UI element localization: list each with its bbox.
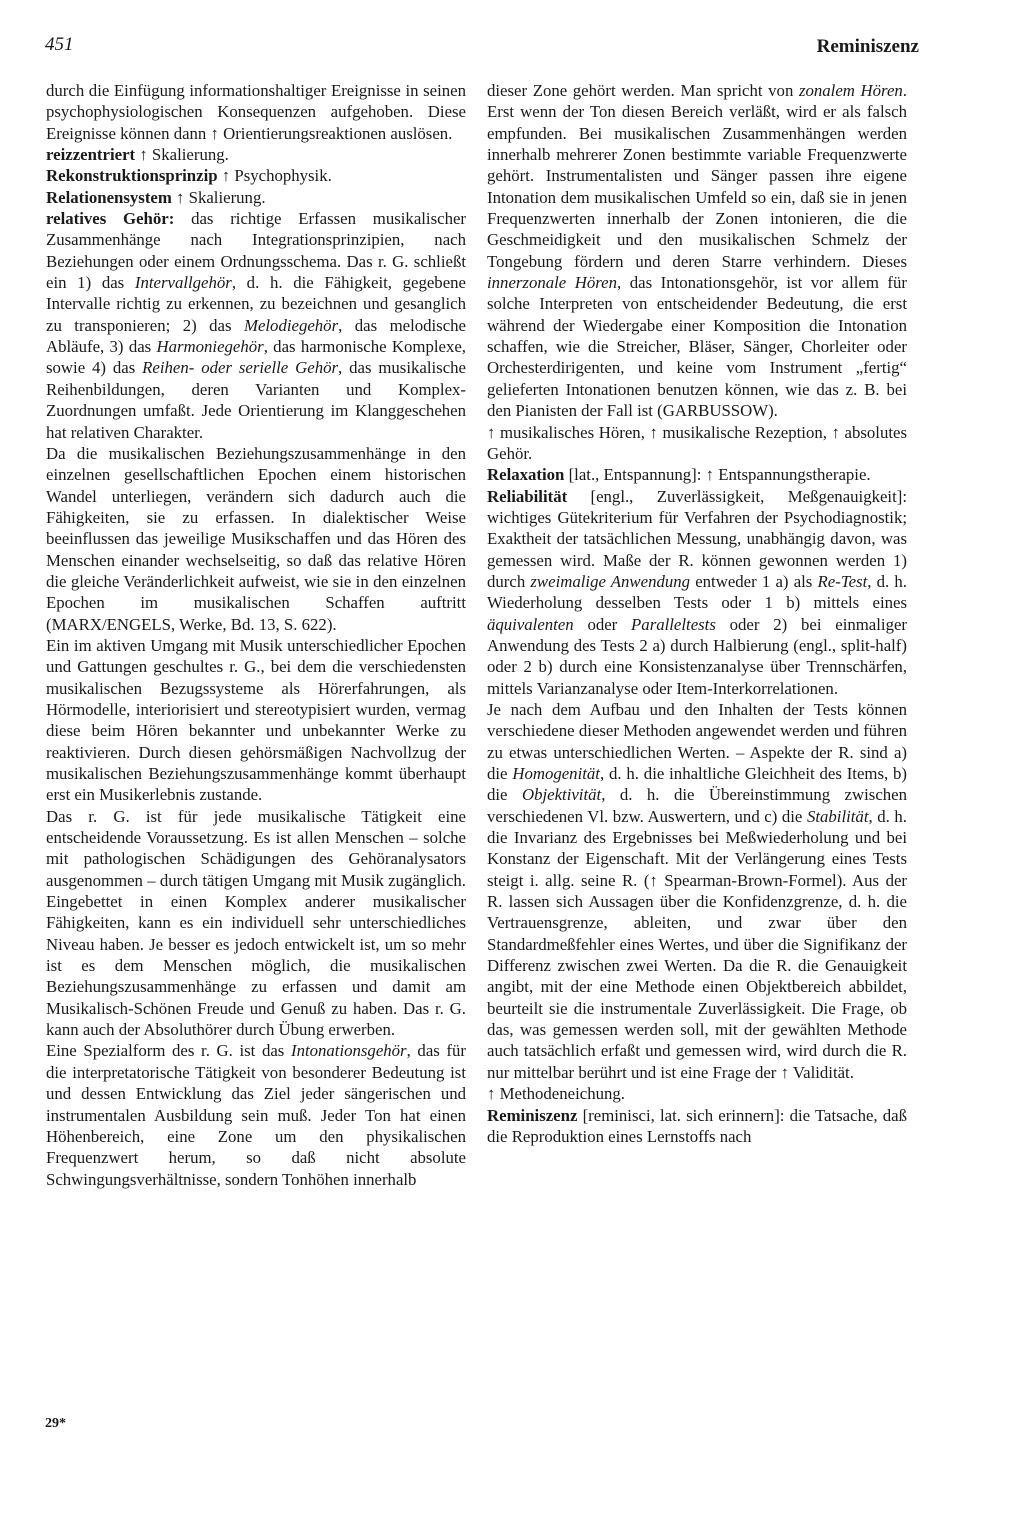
entry-text: , das melodische Abläufe, 3) das bbox=[46, 315, 466, 357]
entry-text: ↑ Skalierung. bbox=[135, 145, 229, 165]
paragraph-text: , d. h. die Invarianz des Ergebnisses bei Meßwiederholung und bei Konstanz der Eigenschaft. Mit der Verlängerung eines Tests steigt i. allg. seine R. (↑ Spearman-Brown-Formel). Aus der R. lassen sich Aussagen über die Konfidenzgrenze, d. h. die Vertrauensgrenze, ableiten, und zwar über den Standardmeßfehler eines Wertes, und über die Signifikanz der Differenz zwischen zwei Werten. Da die R. die Genauigkeit angibt, mit der eine Methode einen Objektbereich abbildet, beurteilt sie die instrumentale Zuverlässigkeit. Die Frage, ob das, was gemessen werden soll, mit der gewählten Methode auch tatsächlich erfaßt und gemessen wird, wird durch die R. nur mittelbar berührt und ist eine Frage der ↑ Validität. bbox=[487, 806, 908, 1082]
paragraph-text: . Erst wenn der Ton diesen Bereich verläßt, wird er als falsch empfunden. Bei musikalischen Zusammenhängen werden innerhalb mehrerer Zonen bestimmte variable Frequenzwerte gehört. Instrumentalisten und Sänger passen ihre eigene Intonation dem musikalischen Umfeld so ein, daß sie in jenen Frequenzwerten innerhalb der Zonen intonieren, die die Geschmeidigkeit und den musikalischen Schmelz der Tongebung fördern und deren Starre verhindern. Dieses bbox=[487, 81, 907, 271]
emphasis-term: äquivalenten bbox=[487, 614, 574, 634]
entry-relationensystem bbox=[46, 187, 466, 208]
emphasis-term: Melodiegehör bbox=[243, 315, 339, 335]
entry-text: ↑ Skalierung. bbox=[171, 187, 266, 207]
entry-lemma: relatives Gehör: bbox=[46, 209, 175, 229]
paragraph: Das r. G. ist für jede musikalische Tätigkeit eine entscheidende Voraussetzung. Es ist allen Menschen – solche mit pathologischen Schädigungen des Gehöranalysators ausgenommen – durch tätigen Umgang mit Musik zugänglich. Eingebettet in einen Komplex anderer musikalischer Fähigkeiten, kann es ein individuell sehr unterschiedliches Niveau haben. Je besser es jedoch entwickelt ist, um so mehr ist es dem Menschen möglich, die musikalischen Beziehungszusammenhänge zu erfassen und damit am Musikalisch-Schönen Freude und Genuß zu haben. Das r. G. kann auch der Absoluthörer durch Übung erwerben. bbox=[46, 806, 466, 1040]
entry-text: das richtige Erfassen musikalischer Zusammenhänge nach Integrationsprinzipien, nach Beziehungen oder einem Ordnungsschema. Das r. G. schließt ein 1) das bbox=[46, 209, 466, 293]
right-column bbox=[487, 80, 907, 1147]
emphasis-term: Reihen- oder serielle Gehör bbox=[142, 358, 339, 378]
entry-reliabilitaet bbox=[487, 486, 907, 699]
entry-lemma: Rekonstruktionsprinzip bbox=[46, 166, 218, 186]
emphasis-term: zweimalige Anwendung bbox=[530, 571, 691, 591]
paragraph-text: dieser Zone gehört werden. Man spricht von bbox=[487, 81, 799, 100]
entry-lemma: Reminiszenz bbox=[487, 1105, 578, 1125]
emphasis-term: Intervallgehör bbox=[134, 273, 232, 293]
running-head: Reminiszenz bbox=[816, 36, 919, 57]
paragraph-text: , d. h. die inhaltliche Gleichheit des Items, b) die bbox=[487, 764, 907, 805]
entry-text: entweder 1 a) als bbox=[690, 571, 818, 591]
entry-text: , d. h. Wiederholung desselben Tests oder 1 b) mittels eines bbox=[487, 571, 908, 613]
entry-reminiszenz bbox=[487, 1105, 907, 1148]
paragraph-text: , das Intonationsgehör, ist vor allem für solche Interpreten von entscheidender Bedeutung, die erst während der Wiedergabe einer Komposition die Intonation schaffen, wie die Streicher, Bläser, Sänger, Chorleiter oder Orchesterdirigenten, und keine vom Instrument „fertig“ gelieferten Intonationen benutzen können, wie das z. B. bei den Pianisten der Fall ist (GARBUSSOW). bbox=[487, 273, 907, 421]
emphasis-term: Homogenität bbox=[512, 764, 600, 783]
paragraph bbox=[487, 80, 907, 422]
emphasis-term: innerzonale Hören bbox=[487, 273, 618, 293]
entry-reizzentriert bbox=[46, 144, 466, 165]
paragraph bbox=[487, 699, 907, 1083]
emphasis-term: Harmoniegehör bbox=[156, 337, 264, 357]
paragraph: Ein im aktiven Umgang mit Musik unterschiedlicher Epochen und Gattungen geschultes r. G., bei dem die verschiedensten musikalischen Bezugssysteme als Hörerfahrungen, als Hörmodelle, interiorisiert und stereotypisiert wurden, vermag diese beim Hören bekannter und unbekannter Werke zu reaktivieren. Durch diesen gehörsmäßigen Nachvollzug der musikalischen Beziehungszusammenhänge kommt überhaupt erst ein Musikerlebnis zustande. bbox=[46, 635, 466, 805]
entry-relatives-gehoer bbox=[46, 208, 466, 443]
entry-text: , d. h. die Fähigkeit, gegebene Intervalle richtig zu erkennen, zu bezeichnen und gesanglich zu transponieren; 2) das bbox=[46, 273, 466, 335]
entry-text: [lat., Entspannung]: ↑ Entspannungstherapie. bbox=[564, 465, 871, 485]
paragraph-text: , das für die interpretatorische Tätigkeit von besonderer Bedeutung ist und dessen Entwicklung das Ziel jeder sängerischen und instrumentalen Ausbildung sein muß. Jeder Ton hat einen Höhenbereich, eine Zone um den physikalischen Frequenzwert herum, so daß nicht absolute Schwingungsverhältnisse, sondern Tonhöhen innerhalb bbox=[46, 1041, 466, 1189]
entry-lemma: reizzentriert bbox=[46, 145, 136, 165]
entry-text: , das harmonische Komplexe, sowie 4) das bbox=[46, 337, 466, 378]
emphasis-term: Re-Test bbox=[817, 571, 868, 591]
entry-relaxation bbox=[487, 464, 907, 485]
cross-reference: ↑ Methodeneichung. bbox=[487, 1084, 625, 1104]
signature-mark: 29* bbox=[45, 1416, 66, 1431]
entry-text: , das musikalische Reihenbildungen, deren Varianten und Komplex-Zuordnungen umfaßt. Jede Orientierung im Klanggeschehen hat relativen Charakter. bbox=[46, 358, 466, 442]
entry-text: [engl., Zuverlässigkeit, Meßgenauigkeit]: wichtiges Gütekriterium für Verfahren der Psychodiagnostik; Exaktheit der tatsächlichen Messung, unabhängig davon, was gemessen wird. Maße der R. können gewonnen werden 1) durch bbox=[487, 486, 907, 591]
cross-reference: ↑ musikalisches Hören, ↑ musikalische Rezeption, ↑ absolutes Gehör. bbox=[487, 422, 907, 463]
emphasis-term: Stabilität bbox=[806, 806, 869, 826]
entry-lemma: Reliabilität bbox=[487, 486, 568, 506]
paragraph-text: Je nach dem Aufbau und den Inhalten der Tests können verschiedene dieser Methoden angewendet werden und führen zu etwas unterschiedlichen Werten. – Aspekte der R. sind a) die bbox=[487, 699, 907, 783]
entry-lemma: Relationensystem bbox=[46, 187, 172, 207]
left-column bbox=[46, 80, 466, 1190]
entry-text: oder bbox=[573, 614, 632, 634]
paragraph bbox=[46, 1040, 466, 1189]
paragraph-text: Eine Spezialform des r. G. ist das bbox=[46, 1041, 291, 1061]
emphasis-term: zonalem Hören bbox=[798, 81, 903, 100]
emphasis-term: Intonationsgehör bbox=[290, 1041, 407, 1061]
entry-rekonstruktionsprinzip bbox=[46, 165, 466, 186]
entry-text: [reminisci, lat. sich erinnern]: die Tatsache, daß die Reproduktion eines Lernstoffs nach bbox=[487, 1105, 907, 1146]
page-number: 451 bbox=[45, 34, 74, 55]
paragraph-text: , d. h. die Übereinstimmung zwischen verschiedenen Vl. bzw. Auswertern, und c) die bbox=[487, 785, 907, 826]
entry-text: ↑ Psychophysik. bbox=[217, 166, 332, 186]
entry-lemma: Relaxation bbox=[487, 465, 565, 485]
emphasis-term: Objektivität bbox=[521, 785, 602, 805]
emphasis-term: Paralleltests bbox=[631, 614, 716, 634]
paragraph: durch die Einfügung informationshaltiger Ereignisse in seinen psychophysiologischen Konsequenzen aufgehoben. Diese Ereignisse können dann ↑ Orientierungsreaktionen auslösen. bbox=[46, 81, 466, 143]
paragraph: Da die musikalischen Beziehungszusammenhänge in den einzelnen gesellschaftlichen Epochen einem historischen Wandel unterliegen, verändern sich dadurch auch die Fähigkeiten, sie zu erfassen. In dialektischer Weise beeinflussen das jeweilige Musikschaffen und das Hören des Menschen einander wechselseitig, so daß das relative Hören die gleiche Veränderlichkeit aufweist, wie sie in den einzelnen Epochen im musikalischen Schaffen auftritt (MARX/ENGELS, Werke, Bd. 13, S. 622). bbox=[46, 443, 466, 634]
entry-text: oder 2) bei einmaliger Anwendung des Tests 2 a) durch Halbierung (engl., split-half) oder 2 b) durch eine Konsistenzanalyse über Trennschärfen, mittels Varianzanalyse oder Item-Interkorrelationen. bbox=[487, 614, 907, 698]
